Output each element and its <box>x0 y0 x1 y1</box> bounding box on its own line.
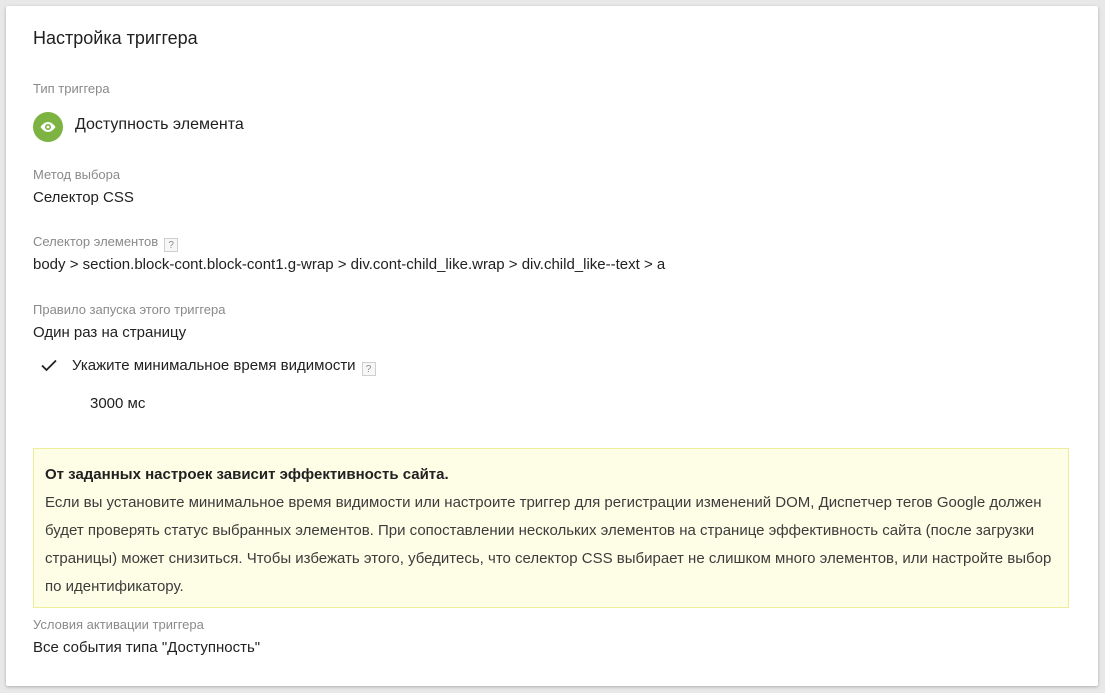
trigger-type-value: Доступность элемента <box>75 116 244 133</box>
element-selector-label-text: Селектор элементов <box>33 234 159 249</box>
selection-method-label: Метод выбора <box>33 167 121 182</box>
eye-icon <box>33 112 63 142</box>
panel-title: Настройка триггера <box>33 28 198 48</box>
performance-notice <box>33 448 1069 608</box>
trigger-type-label: Тип триггера <box>33 81 110 96</box>
min-visible-time-option <box>72 357 376 376</box>
firing-rule-label: Правило запуска этого триггера <box>33 302 226 317</box>
activation-conditions-label: Условия активации триггера <box>33 617 204 632</box>
trigger-config-panel <box>6 6 1098 686</box>
checkmark-icon <box>40 356 58 374</box>
selection-method-value: Селектор CSS <box>33 189 134 206</box>
element-selector-label <box>33 234 178 252</box>
activation-conditions-value: Все события типа "Доступность" <box>33 639 261 656</box>
notice-body: Если вы установите минимальное время видимости или настроите триггер для регистрации изменений DOM, Диспетчер тегов Google должен будет проверять статус выбранных элементов. При сопоставлении нескольких элементов на странице эффективность сайта (после загрузки страницы) может снизиться. Чтобы избежать этого, убедитесь, что селектор CSS выбирает не слишком много элементов, или настройте выбор по идентификатору. <box>45 494 1052 595</box>
notice-title: От заданных настроек зависит эффективность сайта. <box>45 466 449 483</box>
help-icon[interactable]: ? <box>164 238 178 252</box>
element-selector-value: body > section.block-cont.block-cont1.g-wrap > div.cont-child_like.wrap > div.child_like--text > a <box>33 256 666 273</box>
min-visible-time-value: 3000 мс <box>90 395 146 412</box>
help-icon[interactable]: ? <box>362 362 376 376</box>
firing-rule-value: Один раз на страницу <box>33 324 187 341</box>
min-visible-time-label: Укажите минимальное время видимости <box>72 357 356 374</box>
